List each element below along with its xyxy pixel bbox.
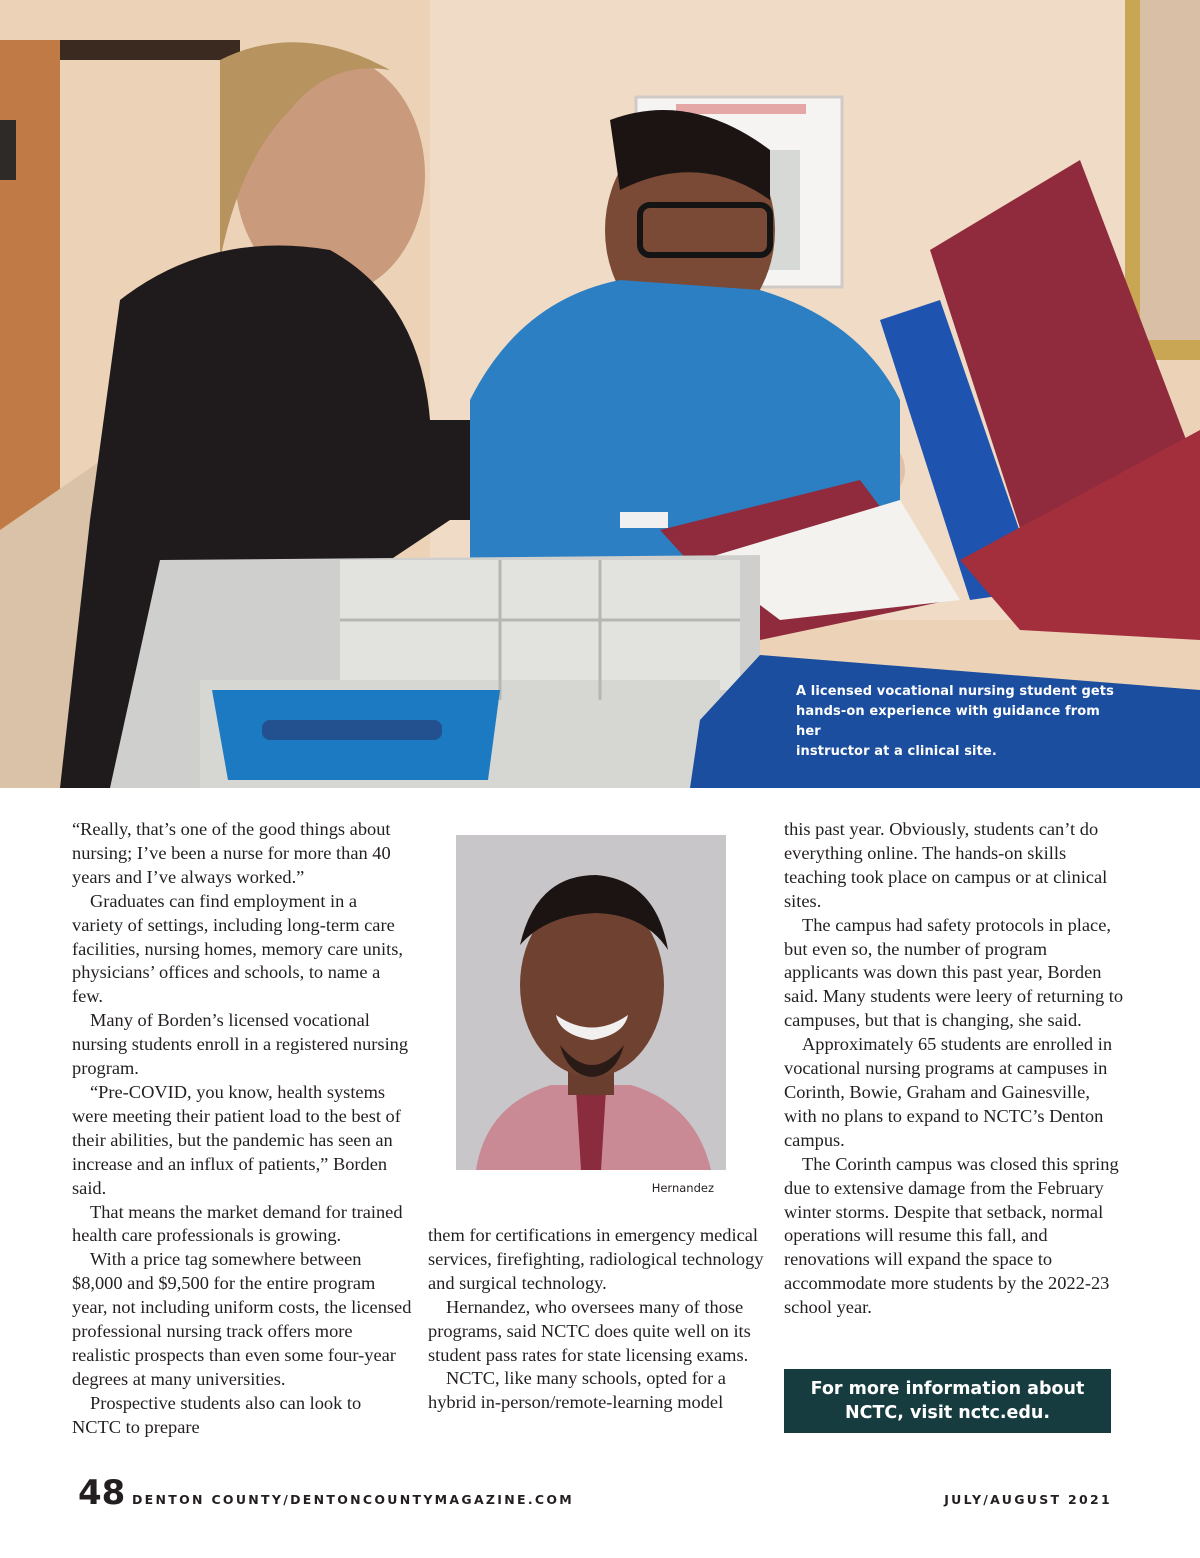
paragraph: Approximately 65 students are enrolled in vocational nursing programs at campuses in Corinth, Bowie, Graham and Gainesville, with no plans to expand to NCTC’s Denton campus. <box>784 1034 1113 1150</box>
article-column-2 <box>428 1224 768 1415</box>
paragraph: With a price tag somewhere between $8,000 and $9,500 for the entire program year, not including uniform costs, the licensed professional nursing track offers more realistic prospects than even some four-year degrees at many universities. <box>72 1249 412 1389</box>
portrait-photo <box>456 835 726 1170</box>
paragraph: Graduates can find employment in a variety of settings, including long-term care facilities, nursing homes, memory care units, physicians’ offices and schools, to name a few. <box>72 890 403 1007</box>
paragraph: them for certifications in emergency medical services, firefighting, radiological technology and surgical technology. <box>428 1225 764 1293</box>
portrait-caption: Hernandez <box>651 1181 714 1195</box>
article-column-1 <box>72 818 412 1440</box>
caption-line: A licensed vocational nursing student gets <box>796 684 1114 699</box>
paragraph: Hernandez, who oversees many of those programs, said NCTC does quite well on its student pass rates for state licensing exams. <box>428 1296 751 1365</box>
paragraph: NCTC, like many schools, opted for a hybrid in-person/remote-learning model <box>428 1368 726 1413</box>
page-number: 48 <box>78 1473 126 1513</box>
caption-line: instructor at a clinical site. <box>796 744 997 759</box>
paragraph: The Corinth campus was closed this spring due to extensive damage from the February winter storms. Despite that setback, normal operations will resume this fall, and renovations will expand the space to accommodate more students by the 2022-23 school year. <box>784 1153 1119 1318</box>
callout-link[interactable]: NCTC, visit nctc.edu. <box>844 1403 1050 1423</box>
article-column-3 <box>784 818 1124 1320</box>
callout-line: For more information about <box>810 1379 1085 1399</box>
paragraph: The campus had safety protocols in place, but even so, the number of program applicants was down this past year, Borden said. Many students were leery of returning to campuses, but that is changing, she said. <box>784 914 1124 1031</box>
caption-line: hands-on experience with guidance from her <box>796 704 1100 739</box>
paragraph: “Really, that’s one of the good things about nursing; I’ve been a nurse for more than 40 years and I’ve always worked.” <box>72 819 391 887</box>
paragraph: Prospective students also can look to NCTC to prepare <box>72 1392 362 1437</box>
portrait-illustration <box>456 835 726 1170</box>
paragraph: That means the market demand for trained health care professionals is growing. <box>72 1201 403 1246</box>
page-footer <box>78 1470 1112 1516</box>
publication-name: DENTON COUNTY/DENTONCOUNTYMAGAZINE.COM <box>132 1492 575 1507</box>
paragraph: “Pre-COVID, you know, health systems were meeting their patient load to the best of their abilities, but the pandemic has seen an increase and an influx of patients,” Borden said. <box>72 1081 401 1198</box>
more-info-callout <box>784 1369 1111 1433</box>
paragraph: this past year. Obviously, students can’t do everything online. The hands-on skills teaching took place on campus or at clinical sites. <box>784 819 1108 911</box>
photo-caption <box>796 682 1116 762</box>
issue-date: JULY/AUGUST 2021 <box>944 1492 1112 1507</box>
paragraph: Many of Borden’s licensed vocational nursing students enroll in a registered nursing program. <box>72 1010 409 1079</box>
